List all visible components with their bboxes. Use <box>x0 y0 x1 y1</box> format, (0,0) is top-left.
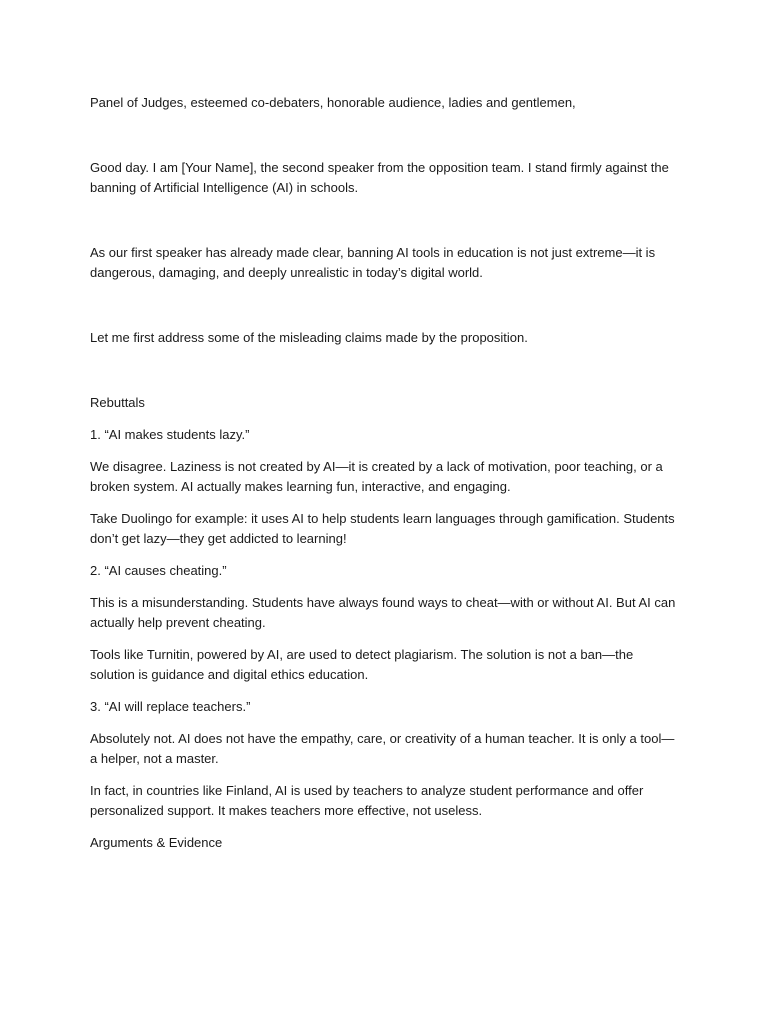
rebuttal-1-title: 1. “AI makes students lazy.” <box>90 427 250 442</box>
rebuttal-2-paragraph-1: This is a misunderstanding. Students have always found ways to cheat—with or without AI. But AI can actually help prevent cheating. <box>90 595 676 630</box>
rebuttal-2-title: 2. “AI causes cheating.” <box>90 563 227 578</box>
rebuttal-2-paragraph-2: Tools like Turnitin, powered by AI, are used to detect plagiarism. The solution is not a ban—the solution is guidance and digital ethics education. <box>90 647 634 682</box>
first-speaker-paragraph: As our first speaker has already made clear, banning AI tools in education is not just extreme—it is dangerous, damaging, and deeply unrealistic in today’s digital world. <box>90 245 656 280</box>
rebuttal-3-title: 3. “AI will replace teachers.” <box>90 699 251 714</box>
salutation-paragraph: Panel of Judges, esteemed co-debaters, honorable audience, ladies and gentlemen, <box>90 95 576 110</box>
rebuttal-1-paragraph-1: We disagree. Laziness is not created by AI—it is created by a lack of motivation, poor teaching, or a broken system. AI actually makes learning fun, interactive, and engaging. <box>90 459 663 494</box>
arguments-heading: Arguments & Evidence <box>90 835 223 850</box>
rebuttals-heading: Rebuttals <box>90 395 145 410</box>
rebuttal-3-paragraph-1: Absolutely not. AI does not have the empathy, care, or creativity of a human teacher. It is only a tool—a helper, not a master. <box>90 731 675 766</box>
document-body <box>90 93 680 853</box>
rebuttal-1-paragraph-2: Take Duolingo for example: it uses AI to help students learn languages through gamification. Students don’t get lazy—they get addicted to learning! <box>90 511 675 546</box>
address-claims-paragraph: Let me first address some of the misleading claims made by the proposition. <box>90 330 528 345</box>
rebuttal-3-paragraph-2: In fact, in countries like Finland, AI is used by teachers to analyze student performance and offer personalized support. It makes teachers more effective, not useless. <box>90 783 644 818</box>
intro-paragraph: Good day. I am [Your Name], the second speaker from the opposition team. I stand firmly against the banning of Artificial Intelligence (AI) in schools. <box>90 160 669 195</box>
